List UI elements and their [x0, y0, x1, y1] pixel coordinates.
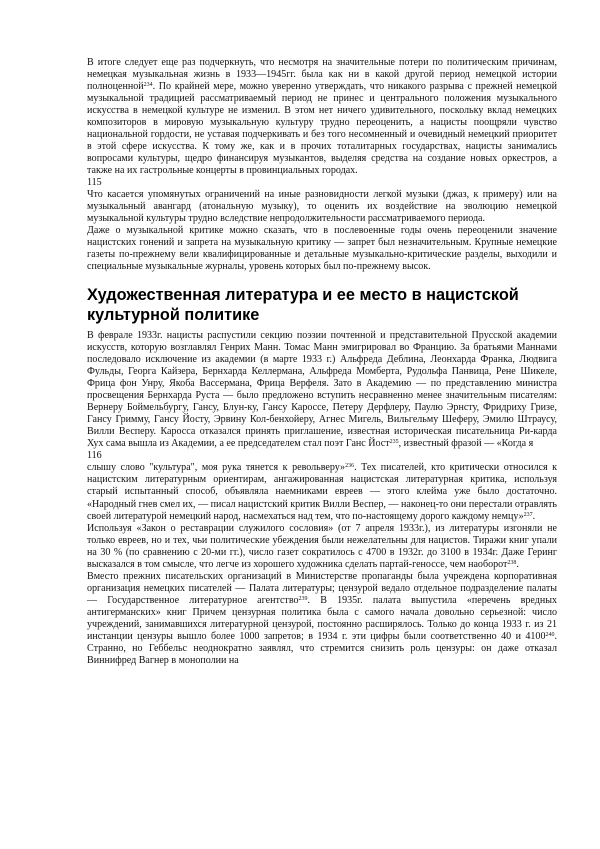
document-page	[87, 57, 557, 667]
body-paragraph	[87, 189, 557, 225]
page-number-116: 116	[87, 450, 102, 462]
text-run: , известный фразой — «Когда я	[398, 438, 534, 450]
body-paragraph	[87, 462, 557, 522]
text-run: . По крайней мере, можно уверенно утверждать, что никакого разрыва с прежней немецкой музыкальной традицией рассматриваемый период не принес и центрального положения музыкального искусства в немецкой культуре не изменил. В этом нет ничего удивительного, поскольку вклад немецких композиторов в мировую музыкальную культуру трудно переоценить, а нацисты поощряли чувство национальной гордости, не уставая подчеркивать и без того несомненный и очевидный немецкий приоритет в этой сфере искусства. К тому же, как и в прочих тоталитарных государствах, нацисты занимались вопросами культуры, щедро финансируя музыкантов, выделяя средства на создание новых оркестров, а также на их гастрольные концерты в провинциальных городах.	[87, 81, 557, 177]
page-number-115: 115	[87, 177, 102, 189]
section-literature-start	[87, 330, 557, 450]
footnote-ref: 234	[143, 82, 153, 89]
body-paragraph	[87, 330, 557, 450]
text-run: .	[516, 558, 519, 570]
text-run: . Тех писателей, кто критически относился к нацистским литературным ориентирам, ангажированная нацистская литературная критика, используя старый испытанный способ, объявляла наемниками евреев — этого клейма уже было достаточно. «Народный гнев смел их, — писал нацистский критик Вилли Веспер, — наконец-то они перестали отравлять своей литературой немецкий народ, насмехаться над тем, что по-настоящему дорого каждому немцу»	[87, 462, 557, 522]
footnote-ref: 237	[523, 511, 533, 518]
text-run: Вместо прежних писательских организаций в Министерстве пропаганды была учреждена корпоративная организация немецких писателей — Палата литературы; цензурой ведало отдельное подразделение палаты — Государственное литературное агентство	[87, 570, 557, 606]
footnote-ref: 238	[507, 559, 517, 566]
section-music-continued	[87, 189, 557, 273]
text-run: В феврале 1933г. нацисты распустили секцию поэзии почтенной и представительной Прусской академии искусств, которую возглавлял Генрих Манн. Томас Манн эмигрировал во Францию. За братьями Маннами последовало исключение из академии (в марте 1933 г.) Альфреда Деблина, Леонхарда Франка, Людвига Фульды, Георга Кайзера, Бернхарда Келлермана, Альфреда Момберта, Рудольфа Панвица, Рене Шикеле, Фрица фон Унру, Якоба Вассермана, Фрица Верфеля. Зато в Академию — по представлению министра просвещения Бернхарда Руста — было предложено вступить несравненно менее значительным писателям: Вернеру Боймельбургу, Гансу, Блун-ку, Гансу Кароссе, Петеру Дерфлеру, Паулю Эрнсту, Фридриху Гризе, Гансу Гримму, Гансу Йосту, Эрвину Кол-бенхойеру, Агнес Мигель, Вильгельму Шеферу, Эмилю Штраусу, Вилли Весперу. Каросса отказался принять приглашение, известная историческая писательница Ри-карда Хух сама вышла из Академии, а ее председателем стал поэт Ганс Йост	[87, 330, 557, 450]
body-paragraph	[87, 225, 557, 273]
body-paragraph	[87, 57, 557, 177]
footnote-ref: 240	[545, 631, 555, 638]
text-run: .	[532, 510, 536, 522]
section-literature-continued	[87, 462, 557, 666]
text-run: слышу слово "культура", моя рука тянется к револьверу»	[87, 462, 346, 474]
footnote-ref: 235	[389, 439, 399, 446]
text-run: . В 1935г. палата выпустила «перечень вредных антигерманских» книг Причем цензурная политика была с самого начала довольно серьезной: число учреждений, занимавшихся литературной цензурой, постоянно расширялось. Только до конца 1933 г. из 21 инстанции цензуры вышло более 1000 запретов; в 1934 г. эти цифры были соответственно 40 и 4100	[87, 594, 557, 642]
text-run: Используя «Закон о реставрации служилого сословия» (от 7 апреля 1933г.), из литературы изгоняли не только евреев, но и тех, чьи политические убеждения были нежелательны для нацистов. Тиражи книг упали на 30 % (по сравнению с 20-ми гг.), число газет сократилось с 4700 в 1932г. до 3100 в 1934г. Даже Геринг высказался в том смысле, что легче из хорошего художника сделать партай-геноссе, чем наоборот	[87, 522, 557, 570]
text-run: Даже о музыкальной критике можно сказать, что в послевоенные годы очень переоценили значение нацистских гонений и запрета на музыкальную критику — запрет был незначительным. Крупные немецкие газеты по-прежнему вели квалифицированные и детальные музыкально-критические разделы, выходили и специальные музыкальные журналы, уровень которых был по-прежнему высок.	[87, 225, 557, 273]
footnote-ref: 239	[298, 595, 308, 602]
footnote-ref: 236	[345, 463, 355, 470]
body-paragraph	[87, 523, 557, 571]
text-run: Что касается упомянутых ограничений на иные разновидности легкой музыки (джаз, к примеру) или на музыкальный авангард (атональную музыку), то оценить их воздействие на эволюцию немецкой музыкальной культуры трудно вследствие непродолжительности рассматриваемого периода.	[87, 189, 557, 225]
section-music-conclusion	[87, 57, 557, 177]
text-run: В итоге следует еще раз подчеркнуть, что несмотря на значительные потери по политическим причинам, немецкая музыкальная жизнь в 1933—1945гг. была как ни в какой другой период немецкой истории полноценной	[87, 57, 557, 93]
body-paragraph	[87, 571, 557, 667]
text-run: . Странно, но Геббельс неоднократно заявлял, что стремится снизить роль цензуры: он даже отказал Виннифред Вагнер в монополии на	[87, 630, 557, 666]
section-heading: Художественная литература и ее место в нацистской культурной политике	[87, 286, 519, 325]
